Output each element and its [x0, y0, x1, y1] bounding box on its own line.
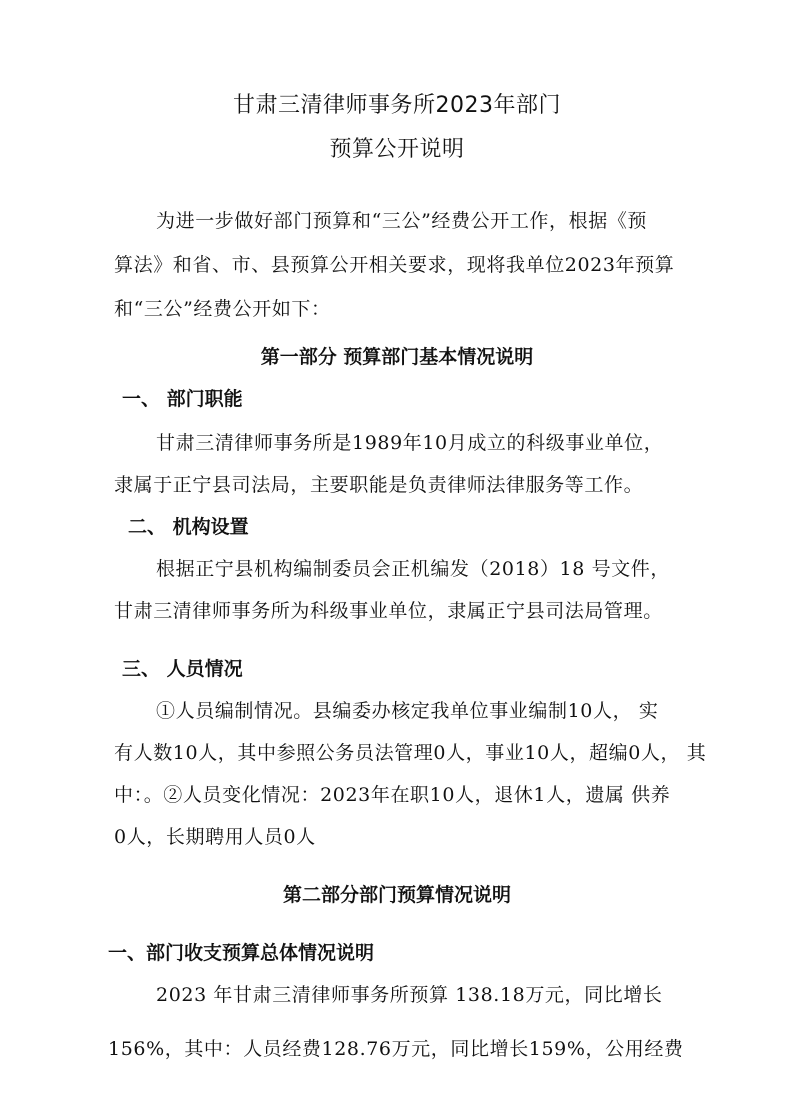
- structure-line-1: 根据正宁县机构编制委员会正机编发（2018）18 号文件，: [156, 558, 670, 580]
- staff-line-2: 有人数10人，其中参照公务员法管理0人，事业10人，超编0人， 其: [114, 742, 707, 764]
- section-heading-staff: 三、 人员情况: [122, 658, 243, 680]
- budget-line-1: 2023 年甘肃三清律师事务所预算 138.18万元，同比增长: [156, 984, 663, 1006]
- functions-line-2: 隶属于正宁县司法局，主要职能是负责律师法律服务等工作。: [114, 474, 644, 496]
- section-heading-functions: 一、 部门职能: [122, 388, 243, 410]
- budget-line-2: 156%，其中：人员经费128.76万元，同比增长159%，公用经费: [108, 1038, 684, 1060]
- structure-line-2: 甘肃三清律师事务所为科级事业单位，隶属正宁县司法局管理。: [114, 600, 663, 622]
- staff-line-3: 中：。②人员变化情况：2023年在职10人，退休1人，遗属 供养: [114, 784, 671, 806]
- staff-line-1: ①人员编制情况。县编委办核定我单位事业编制10人， 实: [156, 700, 659, 722]
- intro-line-2: 算法》和省、市、县预算公开相关要求，现将我单位2023年预算: [114, 254, 675, 276]
- section-heading-structure: 二、 机构设置: [128, 516, 249, 538]
- staff-line-4: 0人，长期聘用人员0人: [114, 826, 316, 848]
- doc-title-line-1: 甘肃三清律师事务所2023年部门: [233, 93, 561, 118]
- section-heading-budget-overview: 一、部门收支预算总体情况说明: [108, 942, 375, 964]
- functions-line-1: 甘肃三清律师事务所是1989年10月成立的科级事业单位，: [156, 432, 664, 454]
- doc-title-line-2: 预算公开说明: [329, 137, 465, 162]
- intro-line-1: 为进一步做好部门预算和“三公”经费公开工作，根据《预: [156, 210, 648, 232]
- part2-heading: 第二部分部门预算情况说明: [282, 884, 511, 906]
- intro-line-3: 和“三公”经费公开如下：: [114, 298, 331, 320]
- part1-heading: 第一部分 预算部门基本情况说明: [260, 346, 534, 368]
